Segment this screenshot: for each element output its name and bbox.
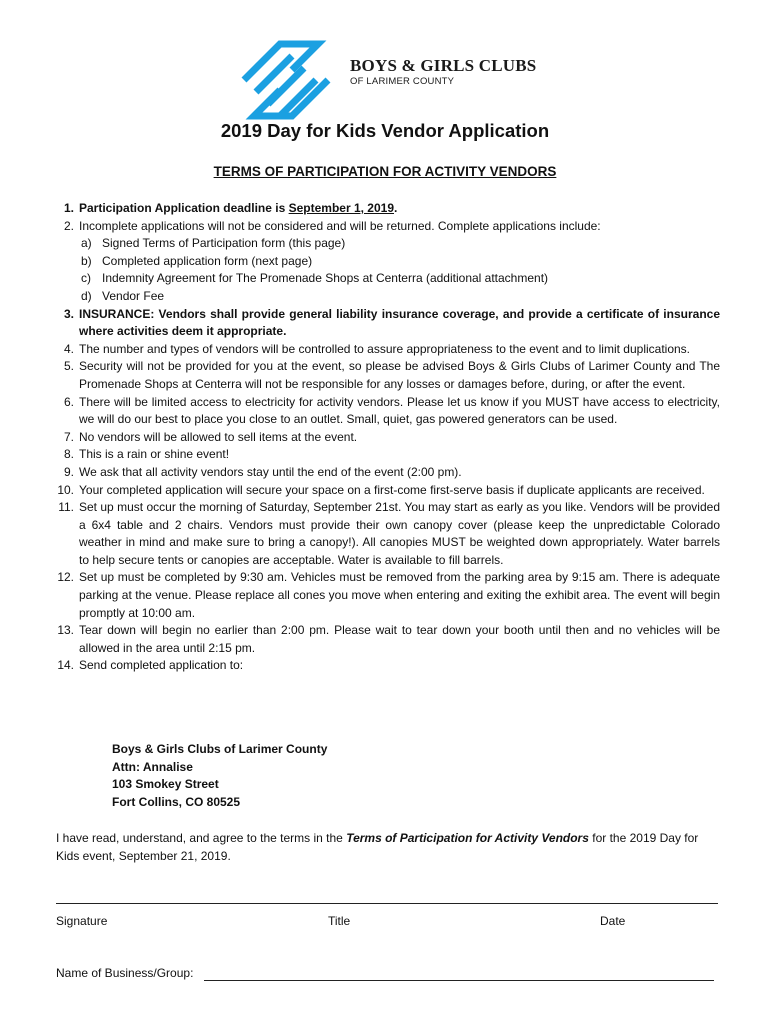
- terms-list: [56, 200, 720, 675]
- term-number: 2.: [63, 218, 74, 233]
- term-text: The number and types of vendors will be controlled to assure appropriateness to the event and to limit duplications.: [79, 341, 691, 356]
- term-item: [56, 569, 720, 622]
- term-number: 14.: [57, 658, 74, 673]
- address-line: Boys & Girls Clubs of Larimer County: [112, 742, 328, 756]
- agreement-terms-title: Terms of Participation for Activity Vendors: [346, 831, 589, 845]
- requirement-item: [79, 270, 720, 288]
- signature-line[interactable]: [56, 903, 718, 904]
- deadline-text: Participation Application deadline is: [79, 201, 289, 215]
- title-label: Title: [328, 914, 351, 928]
- term-item: [56, 306, 720, 341]
- document-title: 2019 Day for Kids Vendor Application: [220, 120, 550, 141]
- insurance-text: INSURANCE: Vendors shall provide general liability insurance coverage, and provide a certificate of insurance where activities deem it appropriate.: [79, 306, 720, 339]
- mailing-address: [112, 741, 327, 811]
- term-item: [56, 464, 720, 482]
- business-name-line[interactable]: [204, 980, 714, 981]
- term-item: [56, 358, 720, 393]
- term-number: 5.: [63, 359, 74, 374]
- term-text: There will be limited access to electricity for activity vendors. Please let us know if you MUST have access to electricity, we will do our best to place you close to an outlet. Small, quiet, gas powered generators can be used.: [79, 394, 720, 427]
- requirement-letter: d): [81, 288, 92, 303]
- term-number: 9.: [63, 464, 74, 479]
- term-number: 8.: [63, 447, 74, 462]
- term-text: This is a rain or shine event!: [79, 447, 230, 462]
- agreement-text: I have read, understand, and agree to the terms in the: [56, 831, 347, 845]
- term-number: 12.: [57, 570, 74, 585]
- clubs-logo-mark-icon: [234, 34, 338, 126]
- requirement-text: Vendor Fee: [102, 288, 165, 303]
- term-item: [56, 429, 720, 447]
- term-item: [56, 394, 720, 429]
- term-item: [56, 446, 720, 464]
- term-item: [56, 499, 720, 569]
- address-line: Attn: Annalise: [112, 759, 193, 774]
- agreement-statement: [56, 829, 720, 865]
- deadline-punct: .: [394, 201, 398, 215]
- requirement-letter: a): [81, 236, 92, 251]
- business-label: Name of Business/Group:: [56, 966, 194, 980]
- term-number: 6.: [63, 394, 74, 409]
- term-text: Set up must be completed by 9:30 am. Vehicles must be removed from the parking area by 9:15 am. There is adequate parking at the venue. Please replace all cones you move when entering and exiting the exhibit area. The event will begin promptly at 10:00 am.: [79, 570, 720, 620]
- org-name: BOYS & GIRLS CLUBS: [350, 56, 537, 75]
- requirement-item: [79, 235, 720, 253]
- requirement-letter: b): [81, 253, 92, 268]
- term-number: 11.: [58, 500, 74, 515]
- date-label: Date: [600, 914, 626, 928]
- term-number: 7.: [63, 429, 74, 444]
- term-number: 13.: [57, 623, 74, 638]
- requirements-list: [79, 235, 720, 305]
- term-item: [56, 657, 720, 675]
- org-logo: [234, 34, 554, 126]
- term-text: Tear down will begin no earlier than 2:00 pm. Please wait to tear down your booth until then and no vehicles will be allowed in the area until 2:15 pm.: [79, 623, 720, 655]
- term-text: Send completed application to:: [79, 658, 244, 673]
- address-line: Fort Collins, CO 80525: [112, 794, 241, 809]
- deadline-date: September 1, 2019: [288, 201, 394, 215]
- address-line: 103 Smokey Street: [112, 777, 219, 792]
- term-item: [56, 218, 720, 306]
- term-number: 3.: [63, 306, 74, 321]
- term-number: 1.: [63, 201, 74, 215]
- requirement-text: Indemnity Agreement for The Promenade Shops at Centerra (additional attachment): [102, 271, 549, 286]
- term-text: We ask that all activity vendors stay until the end of the event (2:00 pm).: [79, 464, 462, 479]
- org-subname: OF LARIMER COUNTY: [350, 76, 455, 87]
- term-text: Incomplete applications will not be considered and will be returned. Complete applications include:: [79, 218, 601, 233]
- term-number: 4.: [63, 341, 74, 356]
- requirement-item: [79, 253, 720, 271]
- document-subtitle: TERMS OF PARTICIPATION FOR ACTIVITY VENDORS: [213, 164, 557, 179]
- term-text: Your completed application will secure your space on a first-come first-serve basis if duplicate applicants are received.: [79, 482, 705, 497]
- requirement-letter: c): [81, 271, 91, 286]
- term-text: Security will not be provided for you at the event, so please be advised Boys & Girls Clubs of Larimer County and The Promenade Shops at Centerra will not be responsible for any losses or damages before, during, or after the event.: [79, 359, 720, 391]
- term-item: [56, 622, 720, 657]
- term-number: 10.: [57, 482, 74, 497]
- signature-label: Signature: [56, 914, 108, 928]
- requirement-text: Completed application form (next page): [102, 253, 313, 268]
- term-item: [56, 482, 720, 500]
- requirement-item: [79, 288, 720, 306]
- term-text: No vendors will be allowed to sell items at the event.: [79, 429, 358, 444]
- requirement-text: Signed Terms of Participation form (this page): [102, 236, 346, 251]
- term-text: Set up must occur the morning of Saturday, September 21st. You may start as early as you like. Vendors will be provided a 6x4 table and 2 chairs. Vendors must provide their own canopy cover (please keep the unpredictable Colorado weather in mind and make sure to bring a canopy!). All canopies MUST be weighted down appropriately. Water barrels to help secure tents or canopies are acceptable. Water is available to fill barrels.: [79, 500, 720, 567]
- term-item: [56, 341, 720, 359]
- term-item: [56, 200, 720, 218]
- agreement-text-end: for the 2019 Day for Kids event, September 21, 2019.: [56, 831, 699, 863]
